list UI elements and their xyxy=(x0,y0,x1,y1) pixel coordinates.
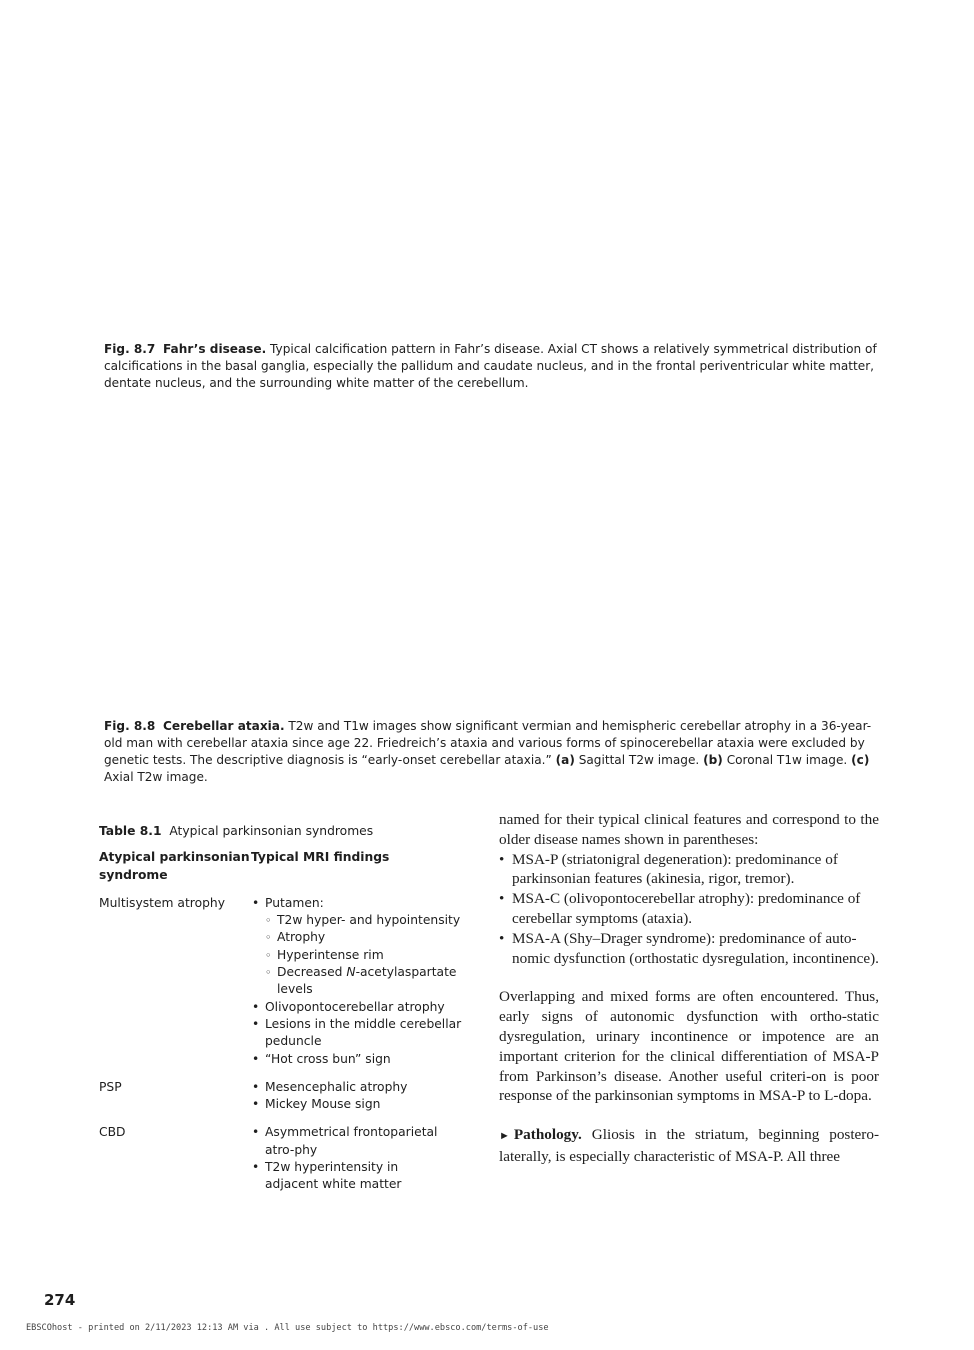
table-header-findings: Typical MRI findings xyxy=(251,850,390,865)
figure-8-8-title: Cerebellar ataxia. xyxy=(163,719,285,733)
msa-sub4-post: -acetylaspartate levels xyxy=(277,965,457,997)
figure-8-8-label: Fig. 8.8 xyxy=(104,719,156,733)
list-item: • T2w hyperintensity in adjacent white matter xyxy=(251,1159,451,1194)
list-item: • “Hot cross bun” sign xyxy=(251,1051,471,1068)
body-overlap-paragraph: Overlapping and mixed forms are often encountered. Thus, early signs of autonomic dysfunction with ortho-static dysregulation, urinary incontinence or impotence are an important criterion for the clinical differentiation of MSA-P from Parkinson’s disease. Another useful criteri-on is poor response of the parkinsonian symptoms in MSA-P to L-dopa. xyxy=(499,988,879,1105)
table-title xyxy=(99,823,471,840)
msa-sub4-em: N xyxy=(346,965,356,980)
figure-8-8-a-text: Sagittal T2w image. xyxy=(578,753,700,767)
figure-8-8-text: T2w and T1w images show significant vermian and hemispheric cerebellar atrophy in a 36-year-old man with cerebellar ataxia since age 22. Friedreich’s ataxia and various forms of spinocerebellar ataxia were excluded by genetic tests. The descriptive diagnosis is “early-onset cerebellar ataxia.” xyxy=(104,719,872,767)
body-intro: named for their typical clinical features and correspond to the older disease names shown in parentheses: xyxy=(499,811,879,848)
list-item: • Mickey Mouse sign xyxy=(251,1096,471,1113)
footer-note: EBSCOhost - printed on 2/11/2023 12:13 AM via . All use subject to https://www.ebsco.com/terms-of-use xyxy=(26,1323,549,1333)
table-row-cbd xyxy=(99,1124,471,1193)
table-cell-psp-name: PSP xyxy=(99,1079,122,1094)
body-pathology-paragraph xyxy=(499,1125,879,1167)
figure-8-7-text: Typical calcification pattern in Fahr’s disease. Axial CT shows a relatively symmetrical distribution of calcifications in the basal ganglia, especially the pallidum and caudate nucleus, and in the frontal periventricular white matter, dentate nucleus, and the surrounding white matter of the cerebellum. xyxy=(104,342,877,390)
figure-8-8-image-area xyxy=(104,398,874,716)
figure-8-8-caption xyxy=(104,718,879,786)
pathology-heading: Pathology. xyxy=(513,1126,582,1144)
list-item: ◦ Atrophy xyxy=(265,929,471,946)
list-item xyxy=(265,964,471,999)
table-8-1 xyxy=(99,823,471,1205)
table-cell-cbd-findings xyxy=(251,1124,471,1193)
table-label: Table 8.1 xyxy=(99,824,162,838)
list-item: • Olivopontocerebellar atrophy xyxy=(251,999,471,1016)
list-item: • Asymmetrical frontoparietal atro-phy xyxy=(251,1124,451,1159)
msa-sub4-pre: Decreased xyxy=(277,965,347,980)
list-item: • Mesencephalic atrophy xyxy=(251,1079,471,1096)
list-item: ◦ Hyperintense rim xyxy=(265,947,471,964)
table-cell-cbd-name: CBD xyxy=(99,1125,126,1140)
table-header-syndrome: Atypical parkinsonian syndrome xyxy=(99,850,250,882)
table-cell-msa-findings xyxy=(251,895,471,1068)
msa-subtype-list xyxy=(499,850,879,969)
table-cell-psp-findings xyxy=(251,1079,471,1114)
body-text-column xyxy=(499,810,879,1167)
section-arrow-icon: ► xyxy=(499,1130,510,1143)
list-item: • MSA-A (Shy–Drager syndrome): predominance of auto-nomic dysfunction (orthostatic dysregulation, incontinence). xyxy=(499,929,879,969)
pathology-text: Gliosis in the striatum, beginning postero-laterally, is especially characteristic of MSA-P. All three xyxy=(499,1126,879,1165)
figure-8-8-b-text: Coronal T1w image. xyxy=(726,753,848,767)
table-row-psp xyxy=(99,1079,471,1114)
figure-8-8-c-label: (c) xyxy=(851,753,870,767)
list-item: • Lesions in the middle cerebellar peduncle xyxy=(251,1016,471,1051)
figure-8-8-b-label: (b) xyxy=(703,753,723,767)
page-number: 274 xyxy=(44,1291,76,1309)
list-item: • MSA-P (striatonigral degeneration): predominance of parkinsonian features (akinesia, rigor, tremor). xyxy=(499,850,879,890)
table-row-msa xyxy=(99,895,471,1068)
figure-8-8-a-label: (a) xyxy=(555,753,575,767)
table-cell-msa-name: Multisystem atrophy xyxy=(99,895,225,910)
figure-8-7-caption xyxy=(104,341,879,392)
list-item: • MSA-C (olivopontocerebellar atrophy): predominance of cerebellar symptoms (ataxia). xyxy=(499,889,879,929)
table-title-text: Atypical parkinsonian syndromes xyxy=(169,824,374,838)
msa-putamen: Putamen: xyxy=(265,895,324,910)
list-item xyxy=(251,895,471,999)
table-header-row xyxy=(99,849,471,884)
list-item: ◦ T2w hyper- and hypointensity xyxy=(265,912,471,929)
figure-8-7-image-area xyxy=(104,20,874,338)
figure-8-7-label: Fig. 8.7 xyxy=(104,342,156,356)
figure-8-8-c-text: Axial T2w image. xyxy=(104,770,208,784)
figure-8-7-title: Fahr’s disease. xyxy=(163,342,267,356)
